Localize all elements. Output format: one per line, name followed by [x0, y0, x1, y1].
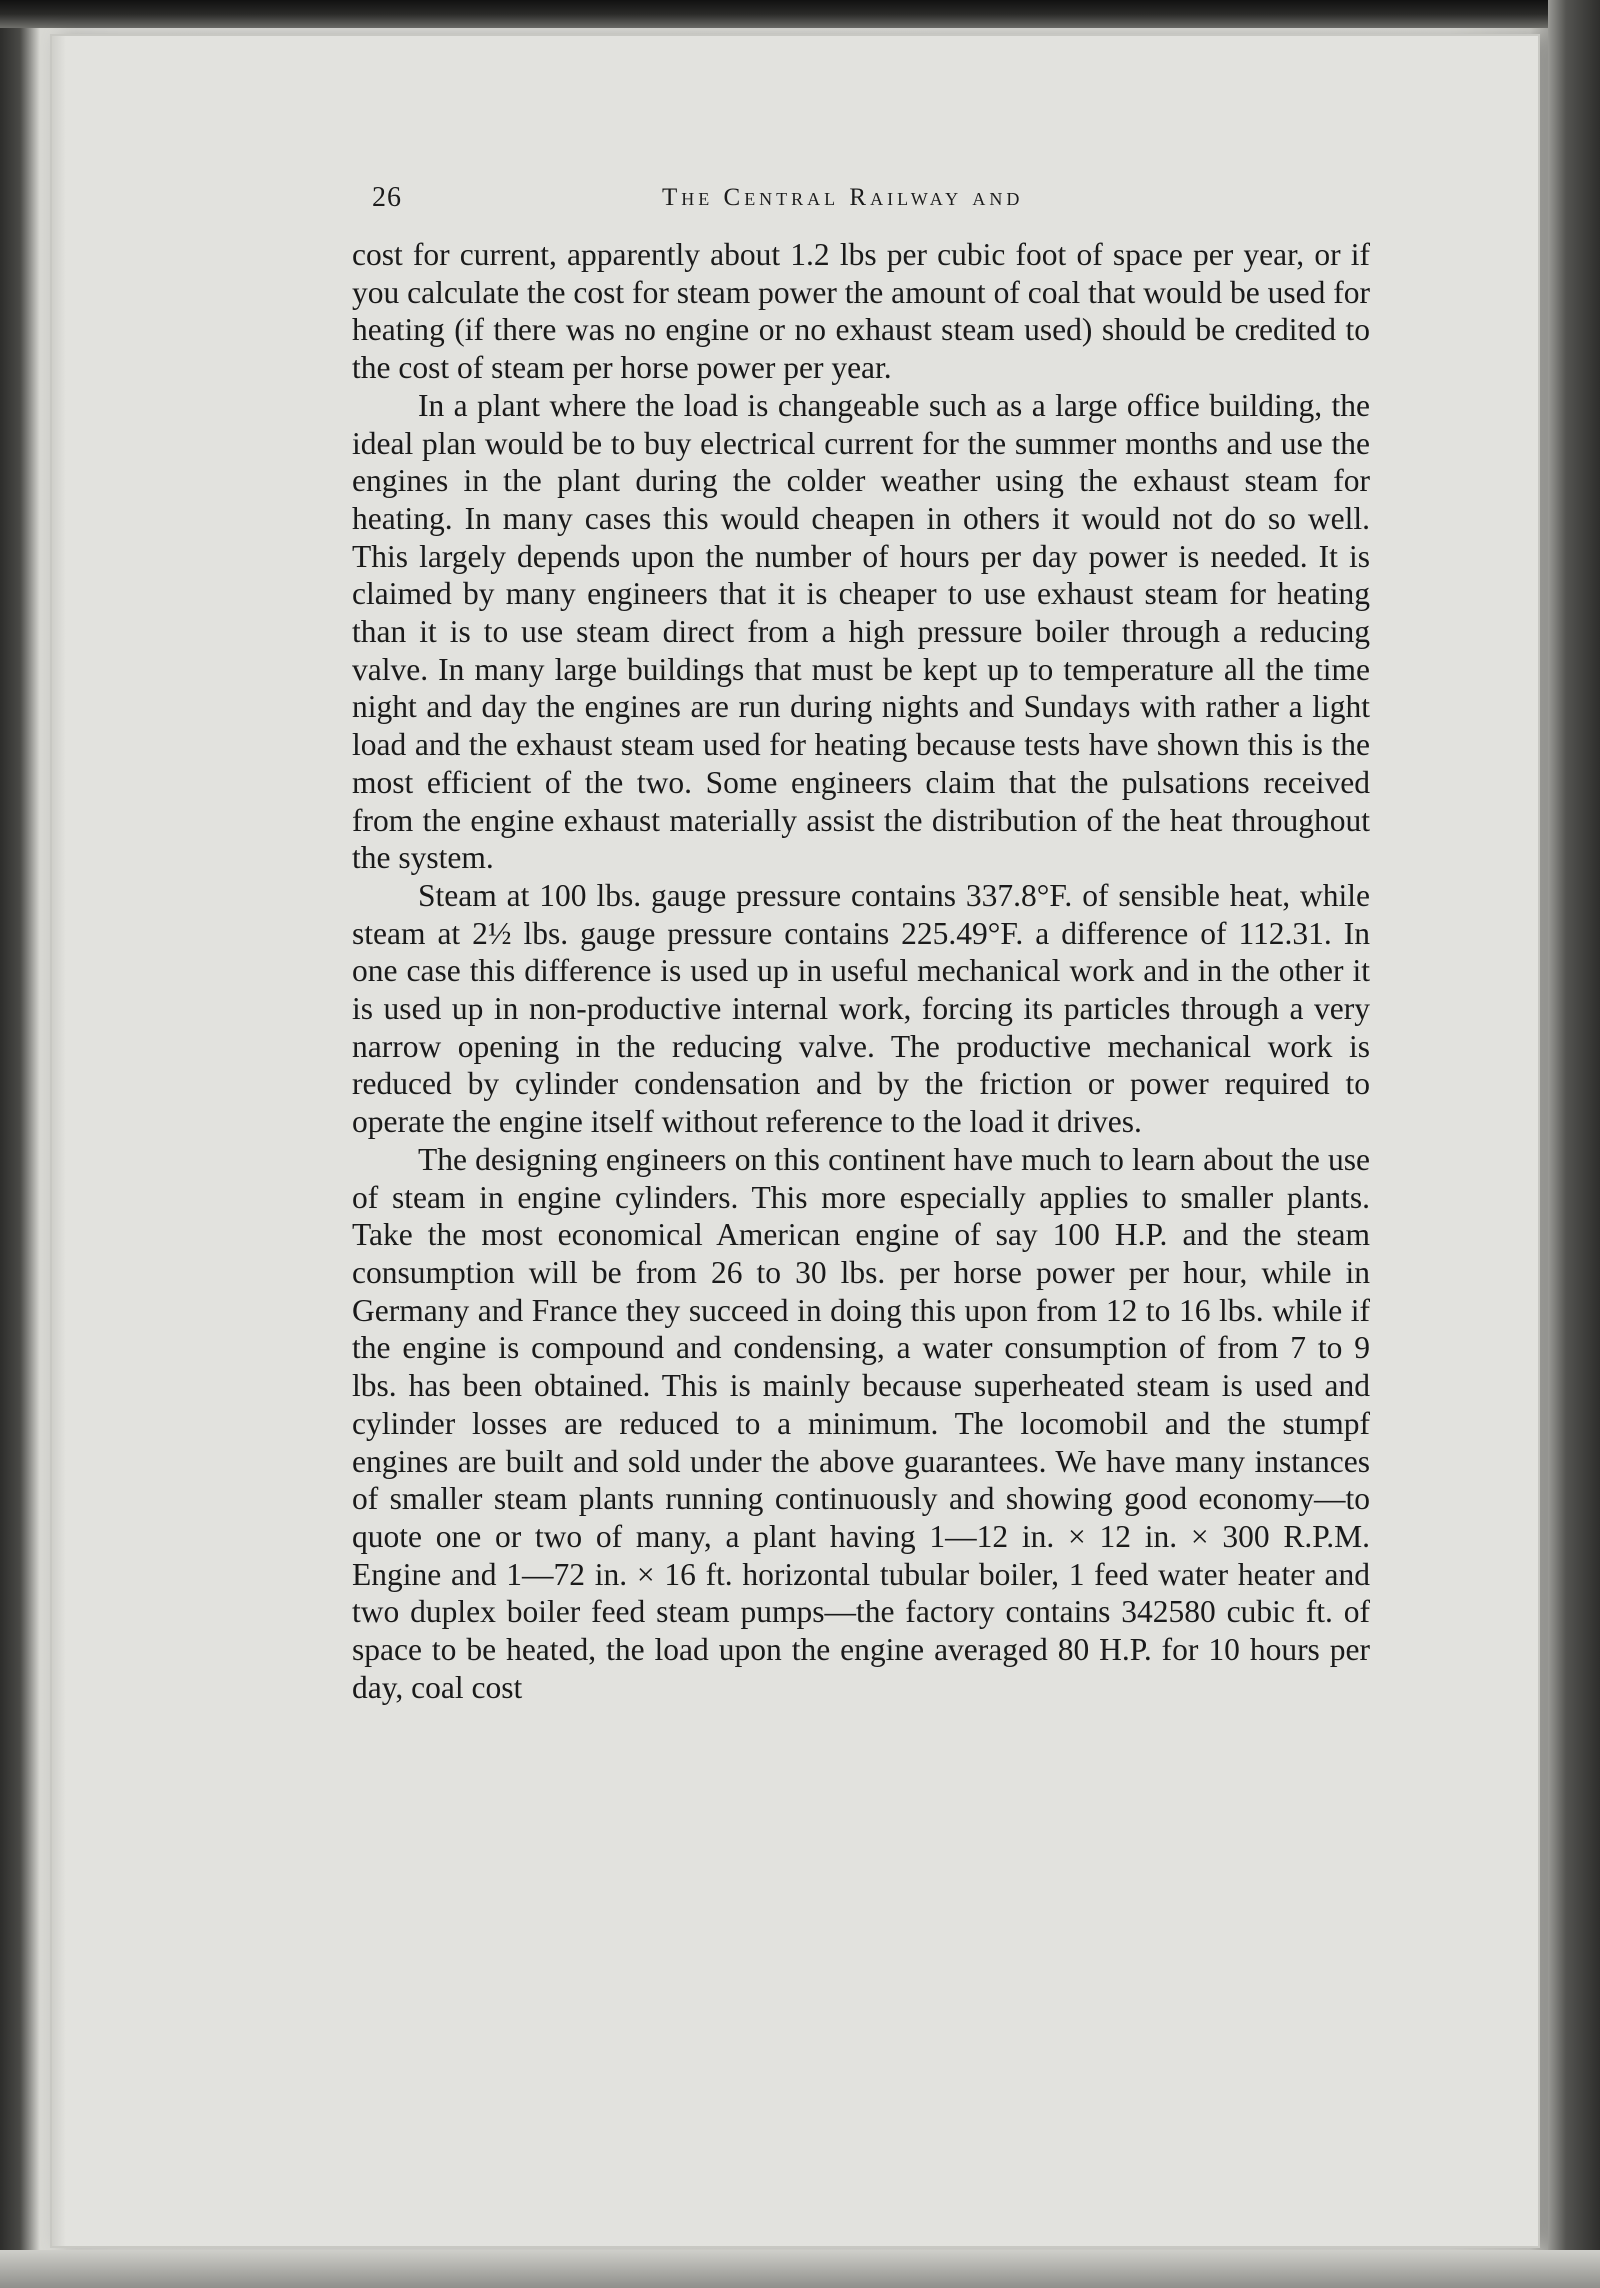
book-spine-shadow	[1548, 0, 1600, 2288]
page-left-edge	[52, 36, 66, 2246]
paragraph-4: The designing engineers on this continent have much to learn about the use of steam in engine cylinders. This more especially applies to smaller plants. Take the most economical American engine of say 100 H.P. and the steam consumption will be from 26 to 30 lbs. per horse power per hour, while in Germany and France they succeed in doing this upon from 12 to 16 lbs. while if the engine is compound and condensing, a water consumption of from 7 to 9 lbs. has been obtained. This is mainly because superheated steam is used and cylinder losses are reduced to a minimum. The locomobil and the stumpf engines are built and sold under the above guarantees. We have many instances of smaller steam plants running continuously and showing good economy—to quote one or two of many, a plant having 1—12 in. × 12 in. × 300 R.P.M. Engine and 1—72 in. × 16 ft. horizontal tubular boiler, 1 feed water heater and two duplex boiler feed steam pumps—the factory contains 342580 cubic ft. of space to be heated, the load upon the engine averaged 80 H.P. for 10 hours per day, coal cost	[352, 1141, 1370, 1705]
body-text	[352, 236, 1370, 1706]
scan-bottom-border	[0, 2250, 1600, 2288]
paragraph-2: In a plant where the load is changeable such as a large office building, the ideal plan would be to buy electrical current for the summer months and use the engines in the plant during the colder weather using the exhaust steam for heating. In many cases this would cheapen in others it would not do so well. This largely depends upon the number of hours per day power is needed. It is claimed by many engineers that it is cheaper to use exhaust steam for heating than it is to use steam direct from a high pressure boiler through a reducing valve. In many large buildings that must be kept up to temperature all the time night and day the engines are run during nights and Sundays with rather a light load and the exhaust steam used for heating because tests have shown this is the most efficient of the two. Some engineers claim that the pulsations received from the engine exhaust materially assist the distribution of the heat throughout the system.	[352, 387, 1370, 876]
paragraph-1: cost for current, apparently about 1.2 lbs per cubic foot of space per year, or if you calculate the cost for steam power the amount of coal that would be used for heating (if there was no engine or no exhaust steam used) should be credited to the cost of steam per horse power per year.	[352, 237, 1370, 386]
scan-top-border	[0, 0, 1600, 28]
page-header	[372, 178, 1392, 224]
running-title: The Central Railway and	[662, 184, 1024, 211]
paragraph-3: Steam at 100 lbs. gauge pressure contains 337.8°F. of sensible heat, while steam at 2½ lbs. gauge pressure contains 225.49°F. a difference of 112.31. In one case this difference is used up in useful mechanical work and in the other it is used up in non-productive internal work, forcing its particles through a very narrow opening in the reducing valve. The productive mechanical work is reduced by cylinder condensation and by the friction or power required to operate the engine itself without reference to the load it drives.	[352, 877, 1370, 1140]
page-number: 26	[372, 182, 402, 213]
